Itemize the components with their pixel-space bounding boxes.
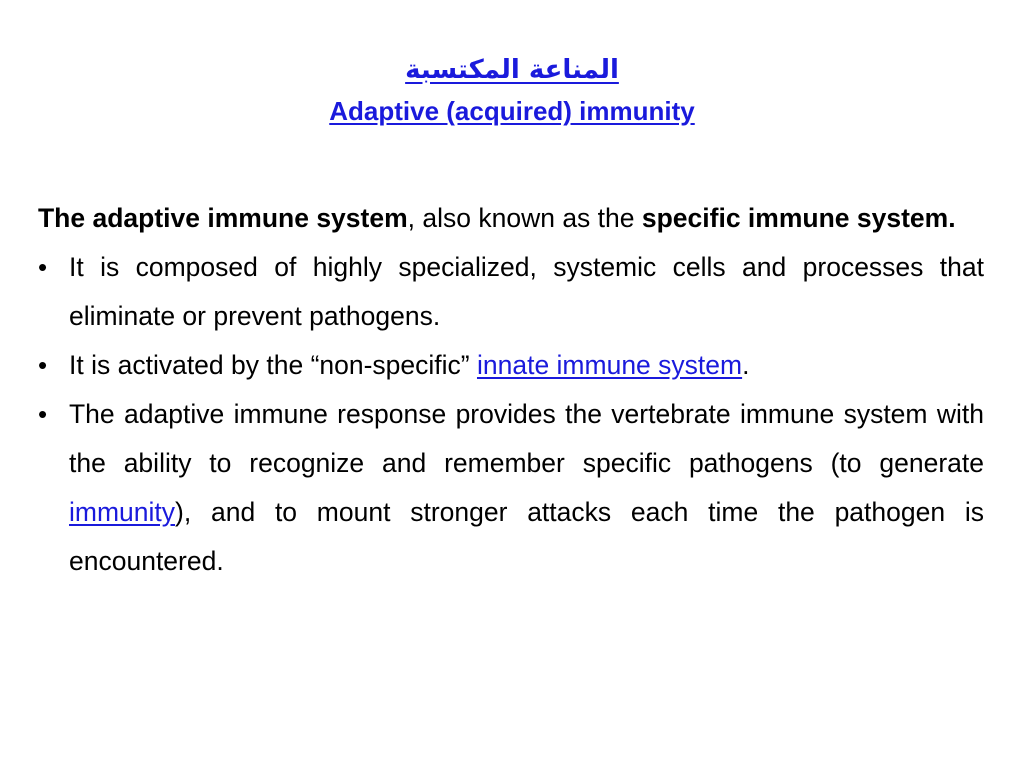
bullet-text-before: It is activated by the “non-specific” bbox=[69, 350, 477, 380]
intro-paragraph bbox=[38, 194, 984, 243]
title-english-text: Adaptive (acquired) immunity bbox=[329, 96, 695, 126]
immunity-link[interactable]: immunity bbox=[69, 497, 176, 527]
intro-middle-text: , also known as the bbox=[407, 203, 642, 233]
title-english bbox=[0, 90, 1024, 132]
bullet-icon: • bbox=[38, 252, 48, 282]
bullet-text: It is composed of highly specialized, systemic cells and processes that eliminate or prevent pathogens. bbox=[69, 252, 984, 331]
bullet-text-after: ), and to mount stronger attacks each time the pathogen is encountered. bbox=[69, 497, 984, 576]
bullet-item bbox=[38, 390, 984, 586]
slide-body bbox=[38, 194, 984, 586]
bullet-icon: • bbox=[38, 350, 48, 380]
bullet-text-before: The adaptive immune response provides the vertebrate immune system with the ability to recognize and remember specific pathogens (to generate bbox=[69, 399, 984, 478]
bullet-item bbox=[38, 243, 984, 341]
innate-immune-system-link[interactable]: innate immune system bbox=[476, 350, 743, 380]
intro-bold-term: The adaptive immune system bbox=[38, 203, 408, 233]
intro-bold-alias: specific immune system. bbox=[641, 203, 956, 233]
slide-title bbox=[0, 50, 1024, 132]
title-arabic: المناعة المكتسبة bbox=[405, 55, 619, 85]
bullet-text-after: . bbox=[742, 350, 750, 380]
bullet-list bbox=[38, 243, 984, 586]
bullet-item bbox=[38, 341, 984, 390]
bullet-icon: • bbox=[38, 399, 48, 429]
